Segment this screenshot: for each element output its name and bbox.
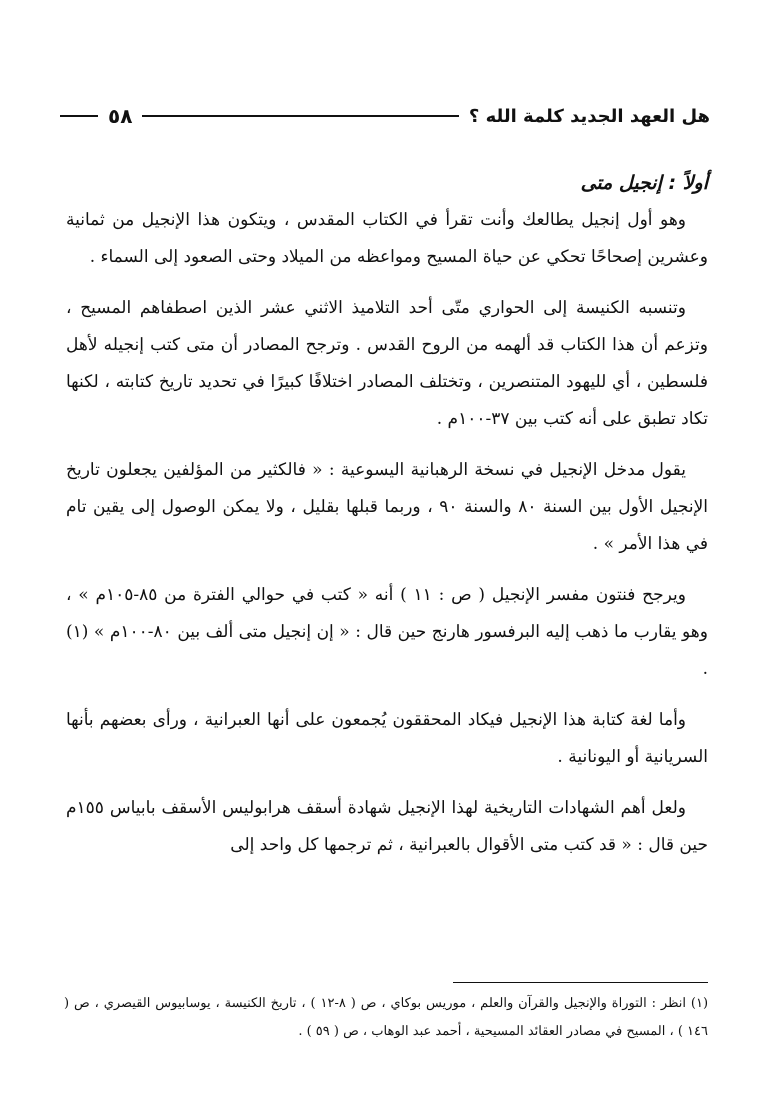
paragraph-4: ويرجح فنتون مفسر الإنجيل ( ص : ١١ ) أنه « كتب في حوالي الفترة من ٨٥-١٠٥م » ، وهو يقارب ما ذهب إليه البرفسور هارنج حين قال : « إن إنجيل متى ألف بين ٨٠-١٠٠م » (١) .: [66, 585, 708, 679]
paragraph-3: يقول مدخل الإنجيل في نسخة الرهبانية اليسوعية : « فالكثير من المؤلفين يجعلون تاريخ الإنجيل الأول بين السنة ٨٠ والسنة ٩٠ ، وربما قبلها بقليل ، ولا يمكن الوصول إلى يقين تام في هذا الأمر » .: [66, 460, 708, 554]
paragraph-6: ولعل أهم الشهادات التاريخية لهذا الإنجيل شهادة أسقف هرابوليس الأسقف بابياس ١٥٥م حين قال : « قد كتب متى الأقوال بالعبرانية ، ثم ترجمها كل واحد إلى: [66, 798, 708, 855]
paragraph-2: وتنسبه الكنيسة إلى الحواري متّى أحد التلاميذ الاثني عشر الذين اصطفاهم المسيح ، وتزعم أن هذا الكتاب قد ألهمه من الروح القدس . وترجح المصادر أن متى كتب إنجيله لأهل فلسطين ، أي لليهود المتنصرين ، وتختلف المصادر اختلافًا كبيرًا في تحديد تاريخ كتابته ، لكنها تكاد تطبق على أنه كتب بين ٣٧-١٠٠م .: [66, 298, 708, 429]
paragraph-1: وهو أول إنجيل يطالعك وأنت تقرأ في الكتاب المقدس ، ويتكون هذا الإنجيل من ثمانية وعشرين إصحاحًا تحكي عن حياة المسيح ومواعظه من الميلاد وحتى الصعود إلى السماء .: [66, 210, 708, 267]
paragraph-5: وأما لغة كتابة هذا الإنجيل فيكاد المحققون يُجمعون على أنها العبرانية ، ورأى بعضهم بأنها السريانية أو اليونانية .: [66, 710, 708, 767]
running-title: هل العهد الجديد كلمة الله ؟: [468, 105, 710, 127]
page-body: [66, 164, 708, 878]
footnote: (١) انظر : التوراة والإنجيل والقرآن والعلم ، موريس بوكاي ، ص ( ٨-١٢ ) ، تاريخ الكنيسة ، يوسابيوس القيصري ، ص ( ١٤٦ ) ، المسيح في مصادر العقائد المسيحية ، أحمد عبد الوهاب ، ص ( ٥٩ ) .: [64, 996, 709, 1039]
header-rule-short: [60, 115, 98, 117]
section-heading: أولاً : إنجيل متى: [580, 172, 708, 194]
footnote-separator: [453, 982, 708, 983]
running-header: [60, 100, 710, 132]
header-rule: [142, 115, 458, 117]
page-number: ٥٨: [108, 104, 133, 128]
